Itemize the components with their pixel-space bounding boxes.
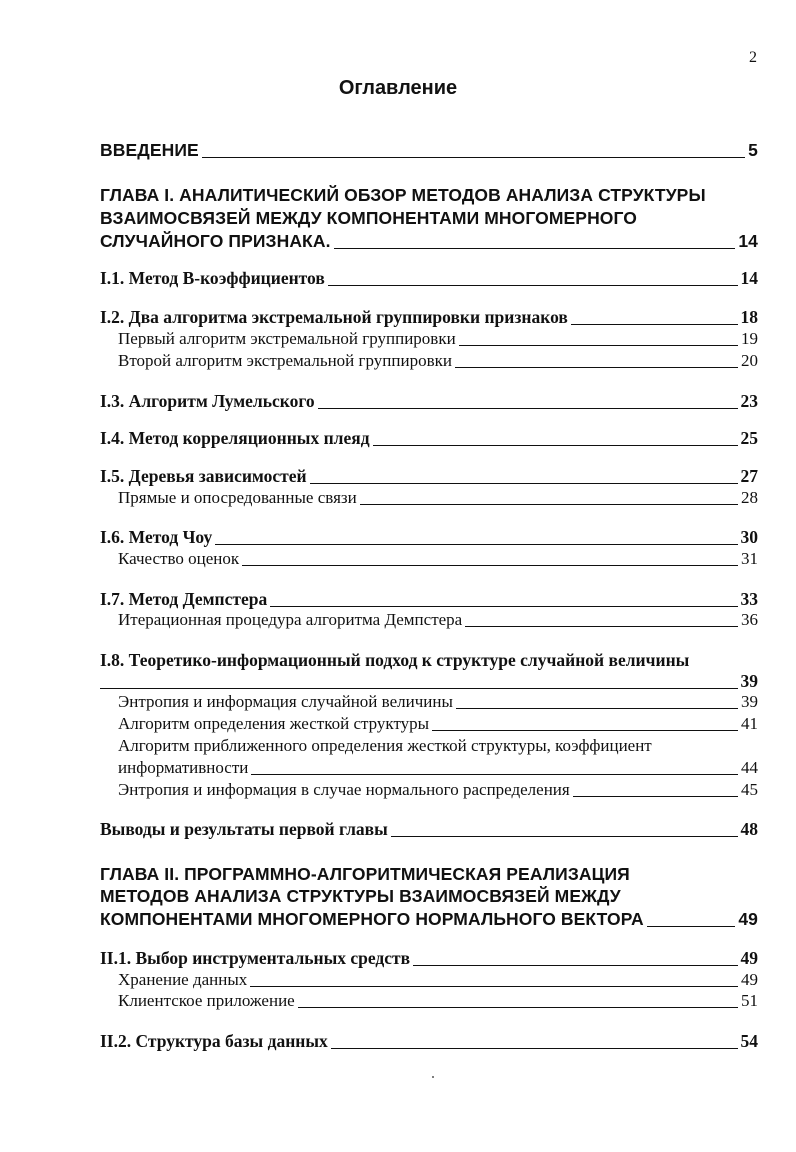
toc-entry-section-1-5: [100, 466, 758, 487]
entry-page: 27: [740, 466, 758, 486]
leader-line: [250, 985, 738, 987]
leader-line: [215, 543, 737, 545]
leader-line: [391, 835, 738, 837]
leader-line: [251, 773, 738, 775]
toc-entry-section-1-8: [100, 671, 758, 692]
entry-page: 5: [748, 140, 758, 160]
toc-entry-chapter2: [100, 909, 758, 930]
page-number: 2: [749, 49, 757, 66]
leader-line: [465, 625, 738, 627]
toc-entry-introduction: [100, 140, 758, 161]
toc-entry-subsection: [100, 758, 758, 778]
leader-line: [571, 323, 738, 325]
entry-page: 23: [740, 391, 758, 411]
entry-page: 39: [740, 671, 758, 691]
entry-title: Второй алгоритм экстремальной группировки: [118, 351, 452, 370]
entry-title: I.6. Метод Чоу: [100, 527, 213, 547]
entry-title: ВВЕДЕНИЕ: [100, 140, 199, 160]
entry-title: КОМПОНЕНТАМИ МНОГОМЕРНОГО НОРМАЛЬНОГО ВЕКТОРА: [100, 909, 644, 929]
entry-page: 51: [741, 991, 758, 1010]
entry-page: 41: [741, 714, 758, 733]
toc-entry-subsection: [100, 970, 758, 990]
entry-title: Хранение данных: [118, 970, 248, 989]
toc-entry-section-1-7: [100, 589, 758, 610]
toc-entry-chapter1-line1: ГЛАВА I. АНАЛИТИЧЕСКИЙ ОБЗОР МЕТОДОВ АНАЛИЗА СТРУКТУРЫ: [100, 185, 706, 205]
entry-page: 45: [741, 780, 758, 799]
toc-entry-subsection: [100, 780, 758, 800]
leader-line: [202, 156, 745, 158]
leader-line: [100, 687, 738, 689]
entry-title: Качество оценок: [118, 549, 240, 568]
toc-entry-section-1-6: [100, 527, 758, 548]
toc-entry-subsection: [100, 351, 758, 371]
toc-entry-subsection: [100, 714, 758, 734]
toc-entry-section-2-2: [100, 1031, 758, 1052]
entry-title: I.7. Метод Демпстера: [100, 589, 268, 609]
toc-entry-subsection: [100, 329, 758, 349]
leader-line: [647, 925, 736, 927]
entry-title: Энтропия и информация случайной величины: [118, 692, 453, 711]
toc-entry-subsection: [100, 549, 758, 569]
entry-title: Итерационная процедура алгоритма Демпстера: [118, 610, 463, 629]
entry-title: Первый алгоритм экстремальной группировки: [118, 329, 456, 348]
toc-entry-chapter1-conclusions: [100, 819, 758, 840]
entry-title: СЛУЧАЙНОГО ПРИЗНАКА.: [100, 231, 331, 251]
entry-title: информативности: [118, 758, 249, 777]
toc-entry-chapter1: [100, 231, 758, 252]
toc-entry-chapter1-line2: ВЗАИМОСВЯЗЕЙ МЕЖДУ КОМПОНЕНТАМИ МНОГОМЕРНОГО: [100, 208, 638, 228]
leader-line: [331, 1047, 738, 1049]
entry-page: 28: [741, 488, 758, 507]
entry-page: 44: [741, 758, 758, 777]
toc-entry-section-2-1: [100, 948, 758, 969]
leader-line: [242, 564, 738, 566]
leader-line: [270, 605, 737, 607]
toc-entry-subsection: [100, 488, 758, 508]
toc-entry-chapter2-line2: МЕТОДОВ АНАЛИЗА СТРУКТУРЫ ВЗАИМОСВЯЗЕЙ МЕЖДУ: [100, 886, 621, 906]
entry-title: Клиентское приложение: [118, 991, 295, 1010]
entry-page: 31: [741, 549, 758, 568]
leader-line: [310, 482, 738, 484]
entry-title: II.2. Структура базы данных: [100, 1031, 328, 1051]
entry-title: Алгоритм определения жесткой структуры: [118, 714, 430, 733]
entry-title: I.2. Два алгоритма экстремальной группировки признаков: [100, 307, 568, 327]
toc-entry-subsection: [100, 991, 758, 1011]
entry-page: 48: [740, 819, 758, 839]
entry-page: 33: [740, 589, 758, 609]
entry-page: 14: [738, 231, 758, 251]
entry-page: 18: [740, 307, 758, 327]
leader-line: [334, 247, 736, 249]
toc-entry-section-1-3: [100, 391, 758, 412]
entry-page: 14: [740, 268, 758, 288]
toc-entry-subsection: [100, 692, 758, 712]
entry-page: 20: [741, 351, 758, 370]
toc-entry-section-1-1: [100, 268, 758, 289]
leader-line: [413, 964, 737, 966]
leader-line: [328, 284, 738, 286]
toc-title: Оглавление: [338, 77, 458, 99]
leader-line: [432, 729, 738, 731]
entry-page: 49: [740, 948, 758, 968]
toc-entry-section-1-2: [100, 307, 758, 328]
leader-line: [455, 366, 738, 368]
toc-entry-section-1-8-title: I.8. Теоретико-информационный подход к структуре случайной величины: [100, 650, 690, 670]
entry-page: 49: [738, 909, 758, 929]
entry-page: 39: [741, 692, 758, 711]
toc-entry-subsection-title: Алгоритм приближенного определения жесткой структуры, коэффициент: [118, 736, 652, 755]
toc-entry-subsection: [100, 610, 758, 630]
toc-entry-chapter2-line1: ГЛАВА II. ПРОГРАММНО-АЛГОРИТМИЧЕСКАЯ РЕАЛИЗАЦИЯ: [100, 864, 630, 884]
entry-page: 36: [741, 610, 758, 629]
entry-title: I.4. Метод корреляционных плеяд: [100, 428, 370, 448]
leader-line: [573, 795, 738, 797]
entry-title: I.1. Метод В-коэффициентов: [100, 268, 325, 288]
entry-title: Выводы и результаты первой главы: [100, 819, 388, 839]
leader-line: [456, 707, 738, 709]
toc-entry-section-1-4: [100, 428, 758, 449]
entry-page: 49: [741, 970, 758, 989]
entry-title: Прямые и опосредованные связи: [118, 488, 357, 507]
entry-title: II.1. Выбор инструментальных средств: [100, 948, 411, 968]
scan-speck: [432, 1076, 434, 1078]
leader-line: [318, 407, 738, 409]
entry-page: 54: [740, 1031, 758, 1051]
leader-line: [360, 503, 738, 505]
leader-line: [373, 444, 738, 446]
entry-title: I.5. Деревья зависимостей: [100, 466, 307, 486]
entry-title: I.3. Алгоритм Лумельского: [100, 391, 315, 411]
entry-page: 25: [740, 428, 758, 448]
entry-title: Энтропия и информация в случае нормального распределения: [118, 780, 570, 799]
entry-page: 30: [740, 527, 758, 547]
leader-line: [459, 344, 738, 346]
entry-page: 19: [741, 329, 758, 348]
leader-line: [298, 1006, 738, 1008]
